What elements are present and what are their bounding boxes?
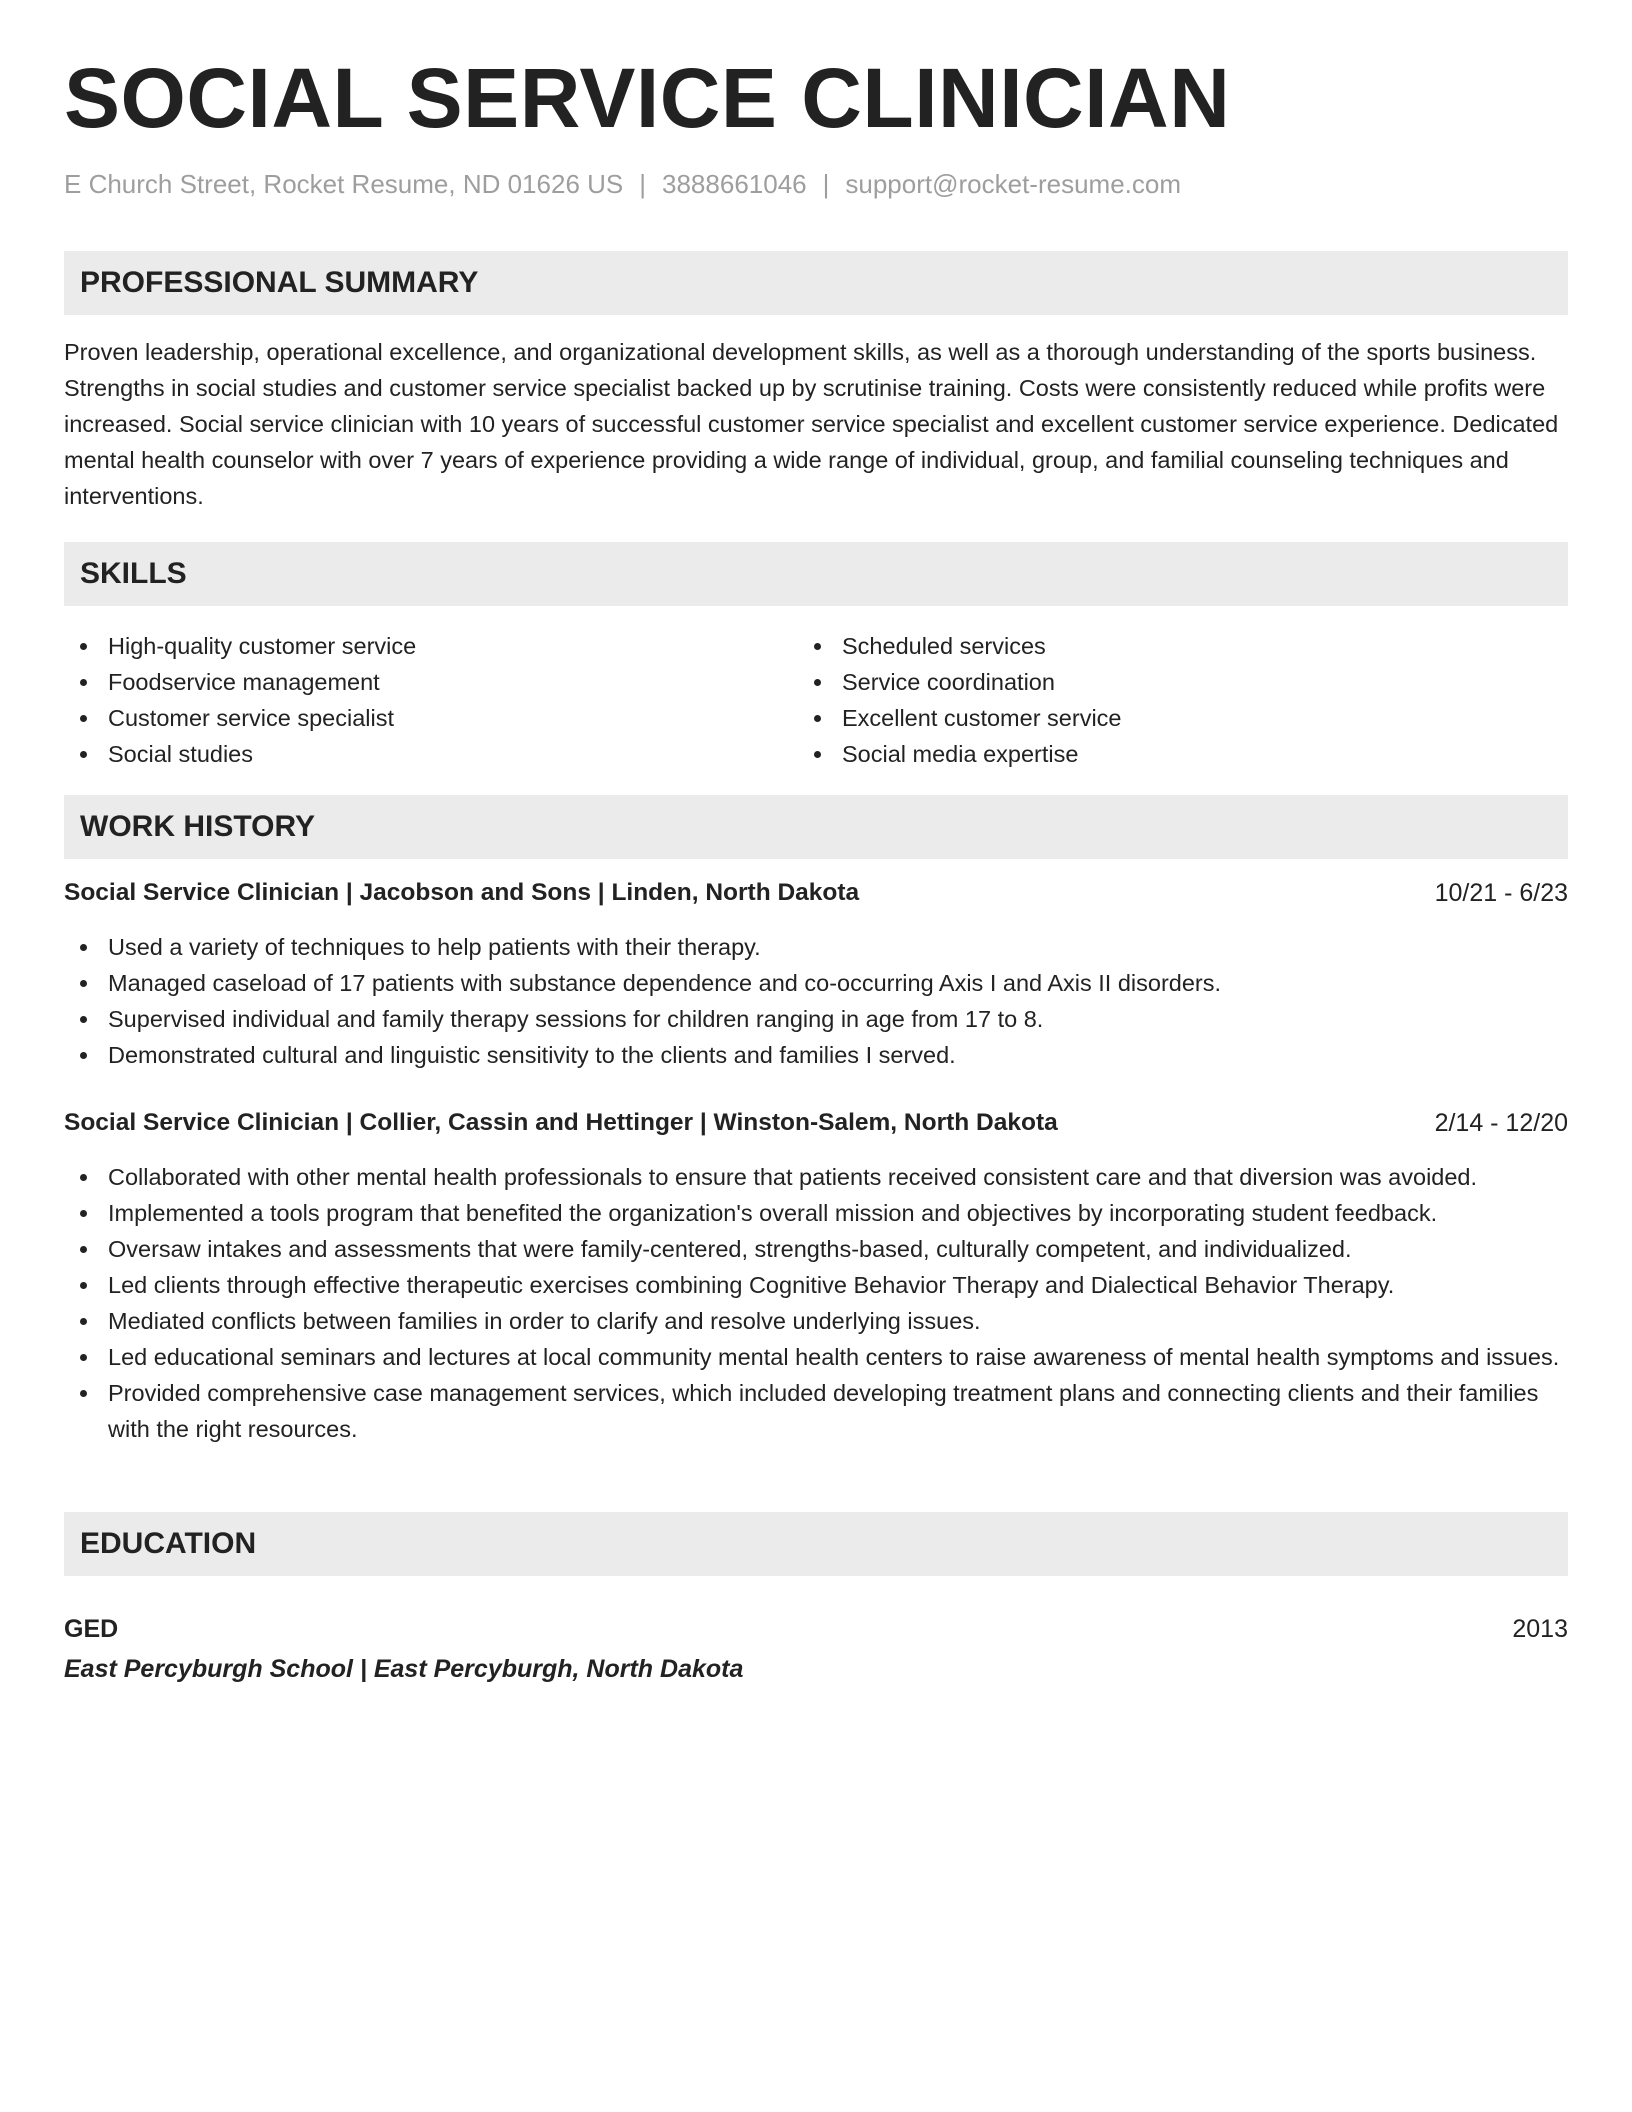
summary-text: Proven leadership, operational excellence, and organizational development skills, as well as a thorough understanding of the sports business. Strengths in social studies and customer service specialist backed up by scrutinise training. Costs were consistently reduced while profits were increased. Social service clinician with 10 years of successful customer service specialist and excellent customer service experience. Dedicated mental health counselor with over 7 years of experience providing a wide range of individual, group, and familial counseling techniques and interventions.: [64, 339, 1559, 509]
job-bullet: Demonstrated cultural and linguistic sensitivity to the clients and families I served.: [64, 1037, 1568, 1073]
skills-list-left: [64, 628, 416, 772]
skill-item: Scheduled services: [798, 628, 1122, 664]
contact-separator: |: [822, 169, 830, 199]
job-bullet: Led clients through effective therapeutic exercises combining Cognitive Behavior Therapy and Dialectical Behavior Therapy.: [64, 1267, 1568, 1303]
contact-address: E Church Street, Rocket Resume, ND 01626 US: [64, 169, 624, 199]
skills-list-right: [798, 628, 1122, 772]
section-header-skills: SKILLS: [64, 542, 1568, 606]
job-bullet: Led educational seminars and lectures at local community mental health centers to raise awareness of mental health symptoms and issues.: [64, 1339, 1568, 1375]
job-dates: 2/14 - 12/20: [1434, 1109, 1568, 1137]
job-bullet: Managed caseload of 17 patients with substance dependence and co-occurring Axis I and Axis II disorders.: [64, 965, 1568, 1001]
job-bullet: Supervised individual and family therapy sessions for children ranging in age from 17 to 8.: [64, 1001, 1568, 1037]
contact-phone: 3888661046: [662, 169, 807, 199]
candidate-name: SOCIAL SERVICE CLINICIAN: [64, 51, 1231, 145]
education-school: East Percyburgh School | East Percyburgh, North Dakota: [64, 1655, 744, 1683]
education-year: 2013: [1512, 1615, 1568, 1643]
job-bullet: Implemented a tools program that benefited the organization's overall mission and objectives by incorporating student feedback.: [64, 1195, 1568, 1231]
contact-line: [64, 167, 1181, 201]
job-bullets: [64, 1159, 1568, 1447]
job-dates: 10/21 - 6/23: [1434, 879, 1568, 907]
skill-item: Customer service specialist: [64, 700, 416, 736]
job-bullet: Collaborated with other mental health professionals to ensure that patients received consistent care and that diversion was avoided.: [64, 1159, 1568, 1195]
contact-separator: |: [639, 169, 647, 199]
skill-item: Service coordination: [798, 664, 1122, 700]
job-heading: Social Service Clinician | Collier, Cassin and Hettinger | Winston-Salem, North Dakota: [64, 1109, 1058, 1136]
job-bullets: [64, 929, 1568, 1073]
job-bullet: Mediated conflicts between families in order to clarify and resolve underlying issues.: [64, 1303, 1568, 1339]
skill-item: Excellent customer service: [798, 700, 1122, 736]
job-heading: Social Service Clinician | Jacobson and Sons | Linden, North Dakota: [64, 879, 860, 906]
skill-item: High-quality customer service: [64, 628, 416, 664]
education-degree: GED: [64, 1615, 119, 1643]
section-header-education: EDUCATION: [64, 1512, 1568, 1576]
skill-item: Social media expertise: [798, 736, 1122, 772]
job-bullet: Used a variety of techniques to help patients with their therapy.: [64, 929, 1568, 965]
section-header-summary: PROFESSIONAL SUMMARY: [64, 251, 1568, 315]
section-header-work-history: WORK HISTORY: [64, 795, 1568, 859]
contact-email: support@rocket-resume.com: [845, 169, 1182, 199]
job-bullet: Oversaw intakes and assessments that were family-centered, strengths-based, culturally competent, and individualized.: [64, 1231, 1568, 1267]
skill-item: Social studies: [64, 736, 416, 772]
job-bullet: Provided comprehensive case management services, which included developing treatment plans and connecting clients and their families with the right resources.: [64, 1375, 1568, 1447]
skill-item: Foodservice management: [64, 664, 416, 700]
